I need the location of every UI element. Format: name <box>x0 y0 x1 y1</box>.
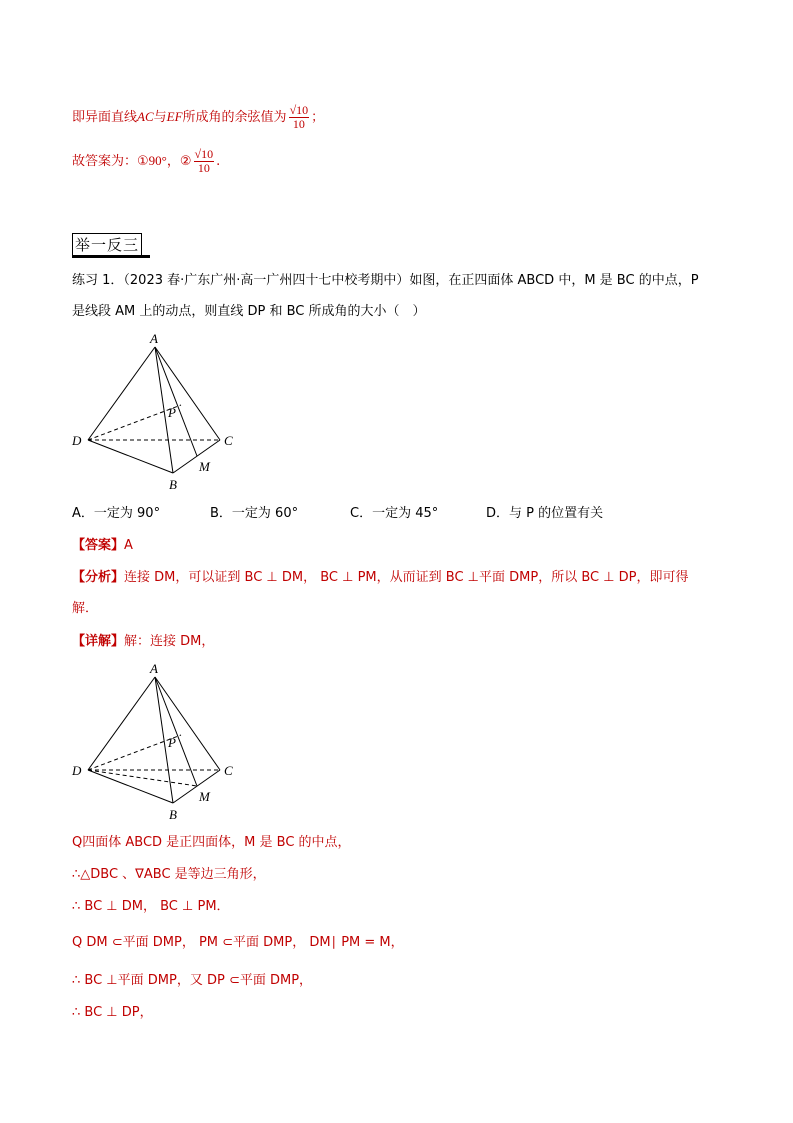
edge-ad <box>88 347 155 440</box>
label-c: C <box>224 433 233 448</box>
var-ef: EF <box>166 109 183 124</box>
cosine-fraction <box>289 104 310 131</box>
edge-ac <box>155 347 220 440</box>
text-suffix: 所成角的余弦值为 <box>182 110 287 125</box>
edge-db <box>88 770 173 803</box>
section-rule <box>72 255 150 258</box>
final-answer-line <box>72 148 220 175</box>
label-c: C <box>224 763 233 778</box>
proof-line-3: ∴ BC ⊥ DM， BC ⊥ PM． <box>72 899 230 914</box>
analysis-line-2: 解． <box>72 601 99 616</box>
answer-tag: 【答案】 <box>72 538 125 553</box>
text-end: ； <box>311 110 325 125</box>
proof-line-4: Q DM ⊂平面 DMP， PM ⊂平面 DMP， DM∣ PM = M， <box>72 935 404 950</box>
option-d: D．与 P 的位置有关 <box>486 506 604 521</box>
edge-db <box>88 440 173 473</box>
fraction-numerator: √10 <box>289 103 309 117</box>
label-b: B <box>169 807 177 822</box>
exercise-line-1: 练习 1．（2023 春·广东广州·高一广州四十七中校考期中）如图，在正四面体 ABCD 中，M 是 BC 的中点，P <box>72 273 699 288</box>
proof-line-5: ∴ BC ⊥平面 DMP，又 DP ⊂平面 DMP， <box>72 973 313 988</box>
fraction-denominator: 10 <box>197 161 210 175</box>
label-d: D <box>72 433 82 448</box>
label-b: B <box>169 477 177 492</box>
var-ac: AC <box>137 109 154 124</box>
edge-bc <box>173 770 220 803</box>
tetrahedron-figure-1 <box>60 325 260 495</box>
fraction-denominator: 10 <box>292 117 305 131</box>
analysis-tag: 【分析】 <box>72 570 125 585</box>
proof-line-1: Q四面体 ABCD 是正四面体，M 是 BC 的中点， <box>72 835 351 850</box>
label-m: M <box>199 459 210 474</box>
detail-line <box>72 633 214 651</box>
answer-line <box>72 537 133 555</box>
analysis-line <box>72 569 689 587</box>
label-d: D <box>72 763 82 778</box>
edge-bc <box>173 440 220 473</box>
label-a: A <box>150 661 158 676</box>
answer-degree: 90° <box>148 153 167 168</box>
proof-line-6: ∴ BC ⊥ DP， <box>72 1005 153 1020</box>
answer-prefix: 故答案为：① <box>72 154 149 169</box>
answer-value: A <box>124 538 133 553</box>
edge-ac <box>155 677 220 770</box>
option-b: B．一定为 60° <box>210 506 299 521</box>
text-mid: 与 <box>153 110 167 125</box>
solution-cosine-line <box>72 104 324 131</box>
exercise-line-2: 是线段 AM 上的动点，则直线 DP 和 BC 所成角的大小（ ） <box>72 304 426 319</box>
answer-end: . <box>216 154 221 169</box>
detail-text: 解：连接 DM， <box>124 634 215 649</box>
answer-mid: ，② <box>166 154 192 169</box>
edge-ad <box>88 677 155 770</box>
label-m: M <box>199 789 210 804</box>
tetrahedron-figure-2 <box>60 655 260 825</box>
detail-tag: 【详解】 <box>72 634 125 649</box>
label-p: P <box>168 735 176 750</box>
option-a: A．一定为 90° <box>72 506 161 521</box>
fraction-numerator: √10 <box>194 147 214 161</box>
label-p: P <box>168 405 176 420</box>
proof-line-2: ∴△DBC 、∇ABC 是等边三角形， <box>72 867 266 882</box>
option-c: C．一定为 45° <box>350 506 439 521</box>
label-a: A <box>150 331 158 346</box>
answer-fraction <box>194 148 215 175</box>
analysis-text: 连接 DM，可以证到 BC ⊥ DM， BC ⊥ PM，从而证到 BC ⊥平面 DMP，所以 BC ⊥ DP，即可得 <box>124 570 689 585</box>
section-title: 举一反三 <box>72 233 142 256</box>
segment-dm-hidden <box>88 770 197 786</box>
text-prefix: 即异面直线 <box>72 110 138 125</box>
